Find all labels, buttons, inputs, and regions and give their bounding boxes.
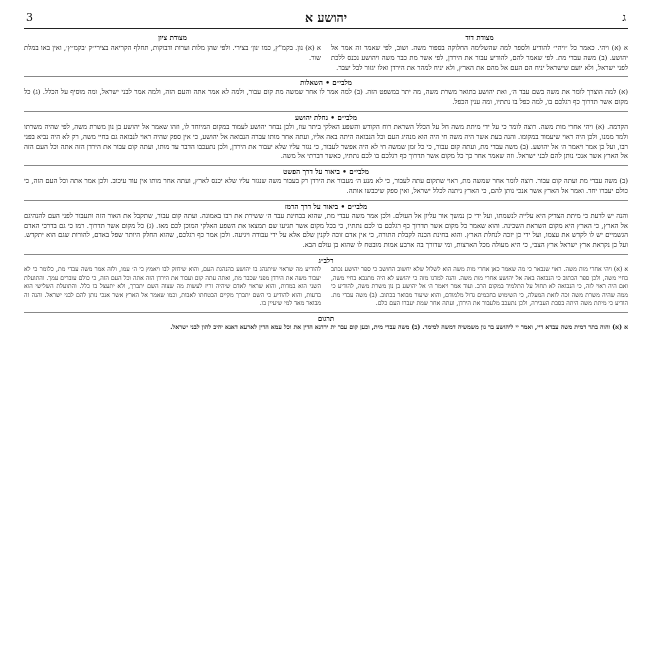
malbim-nachalat <box>24 111 628 162</box>
malbim-remez <box>24 200 628 251</box>
running-title: יהושע א <box>305 10 347 25</box>
malbim-questions <box>24 76 628 108</box>
ralbag-text-right: א (א) ויהי אחרי מות משה. ראוי שנבאר כי מה שאמר כאן אחרי מות משה הוא לשלול שלא יחשוב החושב כי ספר יהושע נכתב בחיי משה, ולכן ספר הכתוב כי הנבואה באה אל יהושע אחרי מות משה. והנה למדנו מזה כי יהושע לא היה מתנבא בחיי משה, ואם היה ראוי לזה, כי הנבואה לא תחול על התלמיד במקום הרב. ועוד אמר ויאמר ה׳ אל יהושע בן נון משרת משה, להודיע כי ממה שהיה משרת משה זכה לזאת המעלה, כי השימוש בחכמים גדול מלמודם, והוא שיעור מבואר בכתוב. (ב) משה עבדי מת. הודיע כי מיתת משה היתה בסבת העבירה, ולכן נתעכב מלעבור את הירדן, ועתה אחר שמת יעברו העם כלם. <box>331 265 629 308</box>
targum-section <box>24 312 628 333</box>
metzudat-david-text: א (א) ויהי. כאמר כל ״ויהי״ להודיע ולספר למה שהשלימה החלוקה בספור משה. ושוב, לפי שאמר זה אמר אל יהושע. (ב) משה עבדי מת. לפי שאמר להם, להודיע עבור את הירדן, לפי אשר מת כבר משה ויהושע נכנס ללכת לפני ישראל, ולא יועם שישראל יניח הם העם אל מהם את הארץ, ולא יניח למהר את הירדן ואלו יגזור לבל יעבר. <box>331 44 628 72</box>
page-letter: ג <box>622 11 626 24</box>
malbim-nachalat-title: מלבי״ם • נחלת יהושע <box>24 111 628 122</box>
ralbag-columns <box>24 266 628 309</box>
targum-text: א (א) והוה בתר דמית משה עבדא דיי, ואמר יי ליהושע בר נון משמשיה דמשה למימר. (ב) משה עבדי מית, וכען קום עבר ית ירדנא הדין את וכל עמא הדין לארעא דאנא יהיב להון לבני ישראל. <box>170 323 628 331</box>
ralbag-column-right <box>331 266 628 309</box>
metzudat-tzion-text: א (א) נון. בקמ"ץ, כמו ׳נון׳ בצירי. ולפי שהן מלות וערות ודבוקות, תחלף הקריאה בצירי״ק ׳בקמ״ץ׳, ואין באו במלת שור. <box>24 44 321 62</box>
metzudat-tzion-column <box>24 29 321 73</box>
malbim-pshat <box>24 165 628 197</box>
page-number: 3 <box>26 11 33 24</box>
metzudat-david-title: מצודת דוד <box>465 33 494 42</box>
malbim-questions-title: מלבי״ם • השאלות <box>24 76 628 87</box>
page <box>24 10 628 640</box>
malbim-remez-text: והנה יש לדעת כי מיתת הצדיק היא עלייה לנשמתו, ועל ידי כן נמשך אור עליון אל העולם. ולכן אמר משה עבדי מת, שהוא בבחינת עבד ה׳ ששירת את רבו באמונה. ועתה קום עבור, שתקבל את האור הזה ותעבור לפני העם להנהיגם אל הארץ, כי הארץ היא מקום השראת השכינה. והוא שאמר כל מקום אשר תדרוך כף רגלכם בו לכם נתתיו, כי בכל מקום אשר תגיעו שם תמצאו את השפע האלקי המוכן לכם מאז. (ג) כל מקום אשר תדרוך. רמז כי גם בדרכי האדם הגשמיים יש לו לקדש את עצמו, ועל ידי כן יזכה לנחלת הארץ. והוא בחינת הכנה לקבלת התורה, כי אין אדם זוכה לקנין שלם אלא על ידי עבודה ויגיעה. ולכן אמר כף רגלכם, שהוא החלק היותר שפל באדם, להורות שגם הוא יתקדש. ועל כן נקראת ארץ ישראל ארץ הצבי, כי היא מעולה מכל הארצות, ומי שדורך בה ארבע אמות מובטח לו שהוא בן עולם הבא. <box>24 211 628 250</box>
ralbag-section <box>24 254 628 309</box>
ralbag-text-left: להודיע מה שראוי שיתנהג בו יהושע בהנהגת העם, והוא שיחזק לבו ויאמץ כי ה׳ עמו, ולזה אמר משה עבדי מת, כלומר כי לא יעבור משה את הירדן מפני שכבר מת, ואתה עתה קום ועבור את הירדן הזה אתה וכל העם הזה, כי כולם עוברים עמך. והתועלת השני הוא במדות, והוא שראוי לאדם שיהיה זריז לעשות מה שצוה השם יתברך, ולא יתעצל בו כלל. והתועלת השלישי הוא בדעות, והוא להודיע כי השם יתברך מקיים הבטחתו לאבות, וכמו שאמר אל הארץ אשר אנכי נותן להם לבני ישראל. והנה זה מבואר מאד למי שיעיין בו. <box>24 265 321 308</box>
malbim-pshat-title: מלבי״ם • ביאור על דרך הפשט <box>24 165 628 176</box>
metzudat-tzion-title: מצודת ציון <box>158 33 187 42</box>
malbim-section <box>24 76 628 251</box>
malbim-questions-text: (א) למה הוצרך לומר את משה בשם עבד ה׳, ואת יהושע בתואר משרת משה, מה יתר במשפט הזה. (ב) למה אמר לו אחר שמשה מת קום עבור, ולמה לא אמר אתה והעם הזה, ולמה אמר לבני ישראל, ומה מוסיף על הכלל. (ג) כל מקום אשר תדרוך כף רגלכם בו, למה כפל בו נתתיו, ומה ענין הכפל. <box>24 88 629 107</box>
page-header <box>24 10 628 29</box>
malbim-pshat-text: (ב) משה עבדי מת ועתה קום עבור. רוצה לומר אחר שמשה מת, ראוי שתקום עתה לעבור, כי לא מנע ה׳ מעבור את הירדן רק בעבור משה שנגזר עליו שלא יכנס לארץ, ועתה אחר מותו אין עוד עיכוב. ולכן אמר אתה וכל העם הזה, כי כולם יעברו יחד. ואמר אל הארץ אשר אנכי נותן להם, כי הארץ ניתנה לכלל ישראל, ואין ספק שיכבשו אותה. <box>24 177 628 195</box>
ralbag-column-left <box>24 266 321 309</box>
ralbag-title: רלב״ג <box>24 254 628 265</box>
malbim-nachalat-text: הקדמה. (א) ויהי אחרי מות משה. רוצה לומר כי על ידי מיתת משה חל על הכלל השראת רוח הקודש והשפע האלקי ביתר עוז, ולכן נבחר יהושע לעמוד במקום המיוחד לו, וזהו שאמר אל יהושע בן נון משרת משה, לפי שהיה משרתו ולמד ממנו, ולכן היה ראוי שיעמוד במקומו. והנה בעת אשר היה משה חי היה הוא מנהיג העם וכל הנבואה היתה באה אליו, ועתה אחר מותו עברה הנבואה אל יהושע, כי אין ספק שהיה ראוי לנבואה גם בחיי משה, רק לא היה נביא בפני רבו, ועל כן אמר ויאמר ה׳ אל יהושע. (ב) משה עבדי מת, ועתה קום עבור, כי כל זמן שמשה חי לא היה אפשר לעבור, כי נגזר עליו שלא יעבור את הירדן, ולכן נתעכבו הדבר עד מותו, ועתה קום עבור את הירדן הזה אתה וכל העם הזה אל הארץ אשר אנכי נותן להם לבני ישראל. וזה שאמר אחר כך כל מקום אשר תדרוך כף רגלכם בו לכם נתתיו, כאשר דברתי אל משה. <box>24 122 628 161</box>
top-commentaries <box>24 29 628 73</box>
targum-title: תרגום <box>24 312 628 323</box>
metzudat-david-column <box>331 29 628 73</box>
malbim-remez-title: מלבי״ם • ביאור על דרך הרמז <box>24 200 628 211</box>
